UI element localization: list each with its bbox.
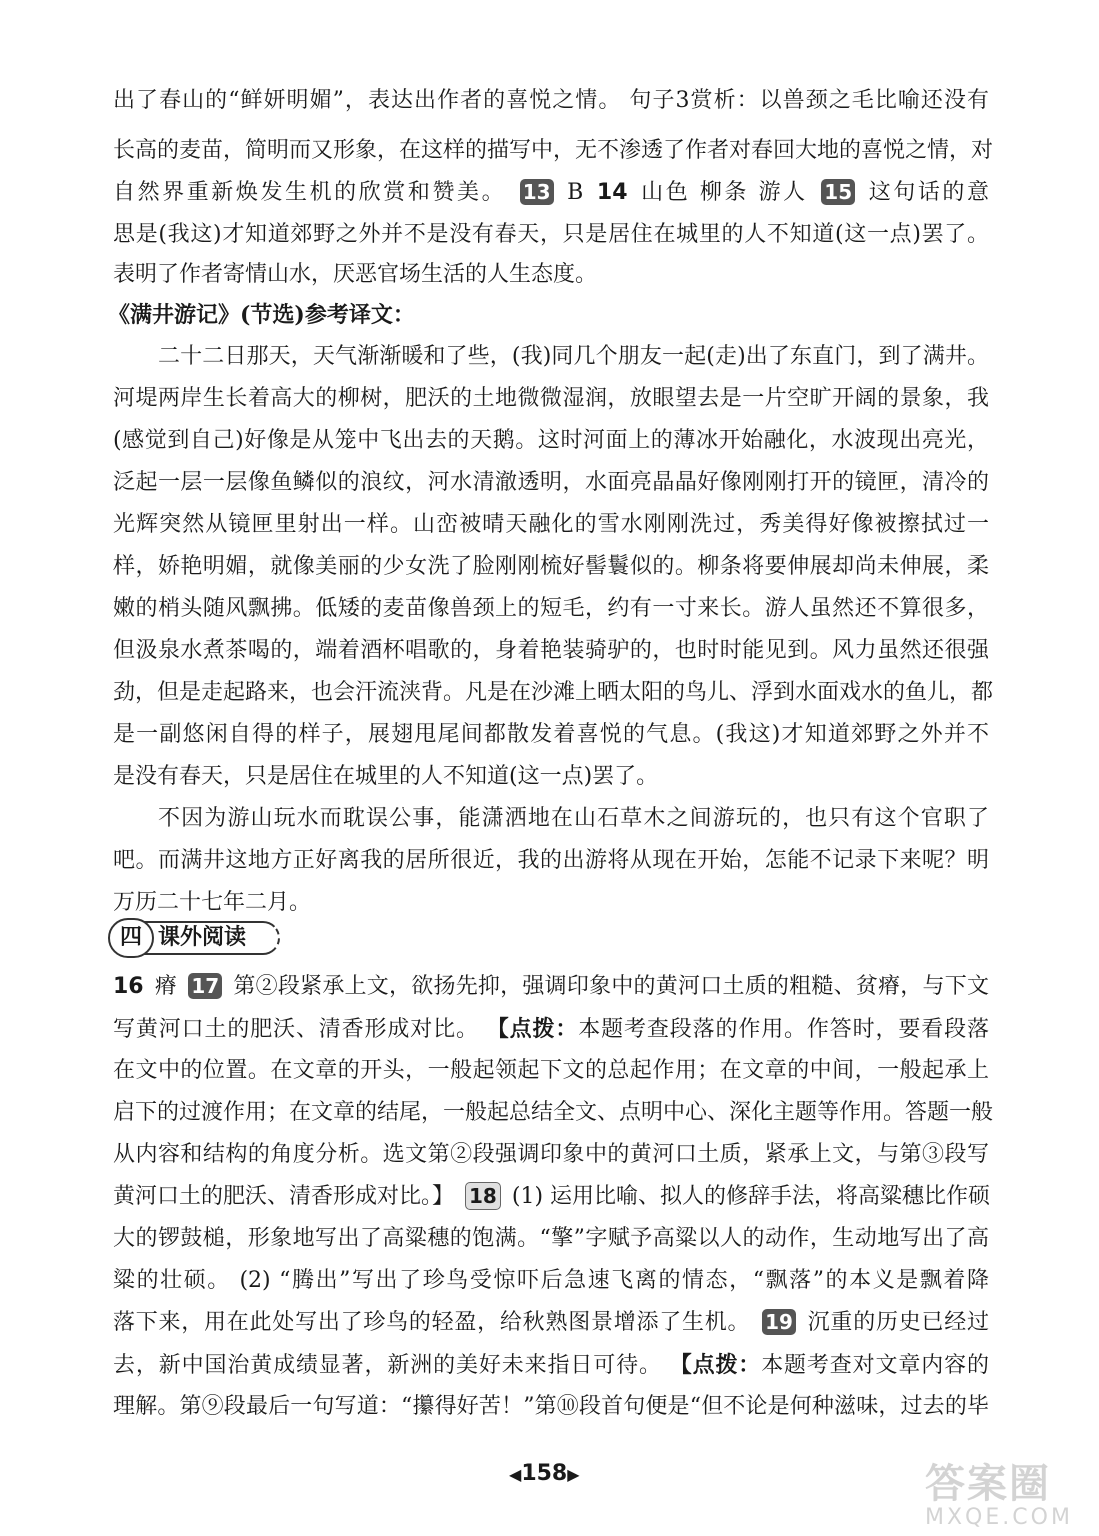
translation-line: 但汲泉水煮茶喝的，端着酒杯唱歌的，身着艳装骑驴的，也时时能见到。风力虽然还很强 [113, 638, 989, 663]
question-number: 13 [520, 179, 554, 205]
tip-text: 本题考查段落的作用。作答时，要看段落 [578, 1017, 989, 1042]
text-line [113, 1012, 989, 1047]
translation-line: 劲，但是走起路来，也会汗流浃背。凡是在沙滩上晒太阳的鸟儿、浮到水面戏水的鱼儿，都 [113, 680, 994, 705]
section-title: 课外阅读 [158, 925, 247, 950]
answer-17: 第②段紧承上文，欲扬先抑，强调印象中的黄河口土质的粗糙、贫瘠，与下文 [233, 974, 989, 999]
section-tag [138, 921, 280, 955]
text-line [113, 970, 989, 1004]
page-number-value: 158 [521, 1461, 568, 1486]
question-number: 15 [821, 179, 855, 205]
translation-line: 光辉突然从镜匣里射出一样。山峦被晴天融化的雪水刚刚洗过，秀美得好像被擦拭过一 [113, 512, 989, 537]
text-line: 出了春山的“鲜妍明媚”，表达出作者的喜悦之情。 句子3赏析：以兽颈之毛比喻还没有 [113, 88, 989, 113]
right-triangle-icon: ▶ [567, 1465, 580, 1484]
translation-line: 泛起一层一层像鱼鳞似的浪纹，河水清澈透明，水面亮晶晶好像刚刚打开的镜匣，清冷的 [113, 470, 989, 495]
answer-15: 这句话的意 [868, 180, 989, 205]
watermark-logo [925, 1462, 1075, 1532]
answer-19: 沉重的历史已经过 [807, 1310, 989, 1335]
text-line [113, 176, 989, 210]
text-line: 长高的麦苗，简明而又形象，在这样的描写中，无不渗透了作者对春回大地的喜悦之情，对 [113, 138, 994, 163]
text-line [113, 1348, 989, 1383]
text-segment: 落下来，用在此处写出了珍鸟的轻盈，给秋熟图景增添了生机。 [113, 1310, 751, 1335]
translation-line: 不因为游山玩水而耽误公事，能潇洒地在山石草木之间游玩的，也只有这个官职了 [158, 806, 989, 831]
translation-line: 二十二日那天，天气渐渐暖和了些，(我)同几个朋友一起(走)出了东直门，到了满井。 [158, 344, 989, 369]
translation-line: 万历二十七年二月。 [113, 890, 312, 915]
watermark-title: 答案圈 [925, 1461, 1051, 1507]
question-13 [520, 176, 554, 210]
translation-line: 样，娇艳明媚，就像美丽的少女洗了脸刚刚梳好髻鬟似的。柳条将要伸展却尚未伸展，柔 [113, 554, 989, 579]
translation-title: 《满井游记》(节选)参考译文： [108, 302, 415, 328]
translation-line: 嫩的梢头随风飘拂。低矮的麦苗像兽颈上的短毛，约有一寸来长。游人虽然还不算很多， [113, 596, 989, 621]
text-line: 大的锣鼓槌，形象地写出了高粱穗的饱满。“擎”字赋予高粱以人的动作，生动地写出了高 [113, 1226, 989, 1251]
text-line: 在文中的位置。在文章的开头，一般起领起下文的总起作用；在文章的中间，一般起承上 [113, 1058, 989, 1083]
question-14: 14 [596, 180, 628, 205]
question-19 [762, 1306, 796, 1340]
text-line: 从内容和结构的角度分析。选文第②段强调印象中的黄河口土质，紧承上文，与第③段写 [113, 1142, 989, 1167]
tip-label: 【点拨： [486, 1016, 579, 1042]
question-15 [821, 176, 855, 210]
text-segment: 黄河口土的肥沃、清香形成对比。】 [113, 1184, 455, 1209]
text-line: 启下的过渡作用；在文章的结尾，一般起总结全文、点明中心、深化主题等作用。答题一般 [113, 1100, 994, 1125]
translation-line: (感觉到自己)好像是从笼中飞出去的天鹅。这时河面上的薄冰开始融化，水波现出亮光， [113, 428, 989, 453]
text-segment: 自然界重新焕发生机的欣赏和赞美。 [113, 180, 507, 205]
translation-line: 吧。而满井这地方正好离我的居所很近，我的出游将从现在开始，怎能不记录下来呢？明 [113, 848, 989, 873]
translation-line: 是没有春天，只是居住在城里的人不知道(这一点)罢了。 [113, 764, 659, 789]
text-line: 表明了作者寄情山水，厌恶官场生活的人生态度。 [113, 262, 598, 287]
left-triangle-icon: ◀ [509, 1465, 522, 1484]
question-17 [188, 970, 222, 1004]
question-18 [465, 1180, 501, 1214]
tip-text: 本题考查对文章内容的 [761, 1353, 989, 1378]
translation-line: 河堤两岸生长着高大的柳树，肥沃的土地微微湿润，放眼望去是一片空旷开阔的景象，我 [113, 386, 989, 411]
question-number: 17 [188, 973, 222, 999]
text-line: 理解。第⑨段最后一句写道：“攥得好苦！”第⑩段首句便是“但不论是何种滋味，过去的毕 [113, 1394, 989, 1419]
text-line: 思是(我这)才知道郊野之外并不是没有春天，只是居住在城里的人不知道(这一点)罢了。 [113, 222, 989, 247]
question-number: 19 [762, 1309, 796, 1335]
page-number [509, 1461, 580, 1486]
answer-16: 瘠 [154, 974, 178, 999]
text-line: 粱的壮硕。 (2) “腾出”写出了珍鸟受惊吓后急速飞离的情态，“飘落”的本义是飘着降 [113, 1268, 989, 1293]
answer-13: B [567, 180, 584, 205]
section-heading [108, 918, 283, 956]
text-segment: 去，新中国治黄成绩显著，新洲的美好未来指日可待。 [113, 1353, 662, 1378]
translation-line: 是一副悠闲自得的样子，展翅甩尾间都散发着喜悦的气息。(我这)才知道郊野之外并不 [113, 722, 989, 747]
section-number: 四 [108, 918, 154, 958]
question-16: 16 [113, 974, 144, 999]
answer-18: (1) 运用比喻、拟人的修辞手法，将高粱穗比作硕 [511, 1184, 991, 1209]
question-number: 18 [465, 1182, 501, 1210]
text-line [113, 1306, 989, 1340]
watermark-url: MXQE.COM [925, 1505, 1073, 1530]
text-segment: 写黄河口土的肥沃、清香形成对比。 [113, 1017, 479, 1042]
text-line [113, 1180, 989, 1214]
answer-14: 山色 柳条 游人 [641, 180, 808, 205]
tip-label: 【点拨： [669, 1352, 762, 1378]
